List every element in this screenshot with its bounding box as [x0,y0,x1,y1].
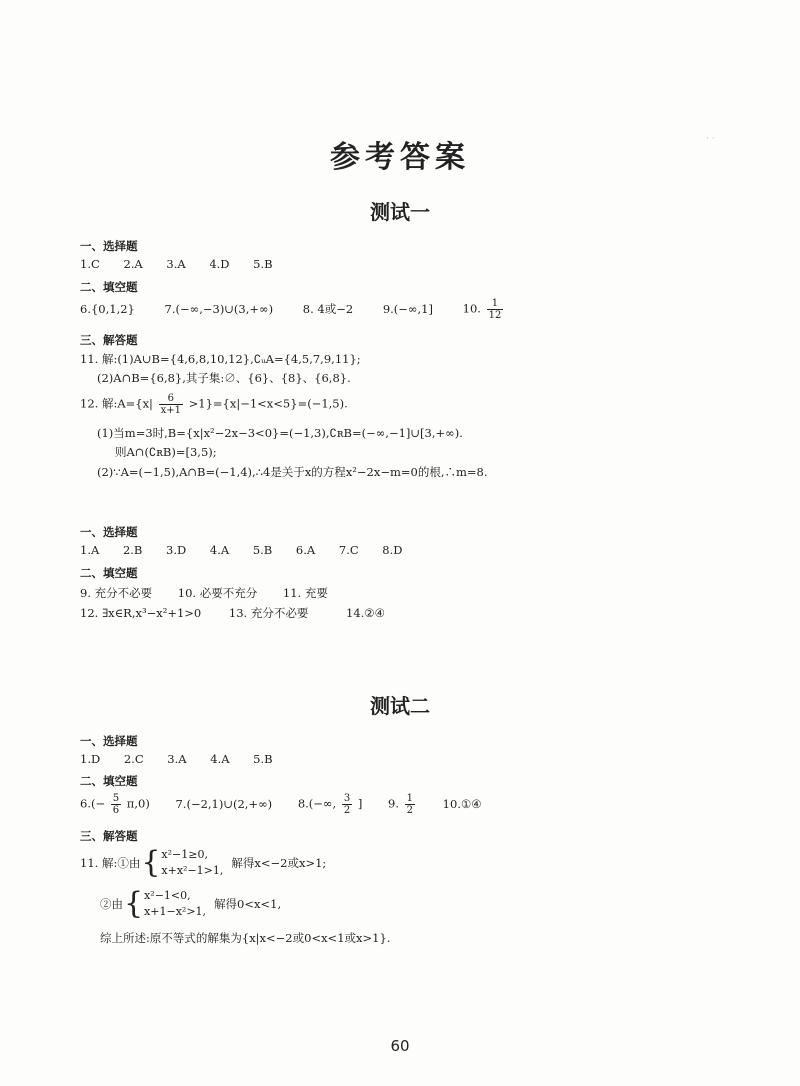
answer-item: 5.B [253,752,273,766]
answer-item: 13. 充分不必要 [228,606,309,620]
answer-text: 9. [388,796,399,811]
system-line: x+1−x²>1, [144,905,207,918]
q11-line2: (2)A∩B={6,8},其子集:∅、{6}、{8}、{6,8}. [97,371,351,385]
answer-item: 9. 充分不必要 [80,586,153,600]
page-number: 60 [390,1037,410,1055]
test2-q11-case1 [80,847,326,879]
answer-item [80,793,150,816]
answer-item [463,298,506,321]
answer-text: ] [357,796,363,811]
fraction-numerator: 6 [159,393,183,405]
answer-item: 6.A [295,543,316,557]
test2-choice-answers [80,752,293,766]
answer-item: 3.A [166,257,186,271]
answer-number: 10. [462,301,481,316]
q11-line1: 11. 解:(1)A∪B={4,6,8,10,12},∁ᵤA={4,5,7,9,11}; [80,352,361,366]
answer-item: 5.B [253,257,273,271]
answer-item: 7.C [338,543,359,557]
scan-speck: · · [706,134,715,144]
answer-item: 4.A [209,543,230,557]
answer-item: 11. 充要 [282,586,328,600]
test2-q11-case2 [100,888,281,920]
answer-item: 2.A [123,257,143,271]
page-title: 参考答案 [330,140,470,175]
fraction-numerator: 1 [487,298,504,310]
fraction [111,793,121,816]
answer-item: 1.C [80,257,100,271]
answer-item [388,793,417,816]
test2-title: 测试二 [370,694,430,718]
fraction-numerator: 1 [406,793,414,804]
fraction-denominator: 2 [406,805,414,816]
q11-result1: 解得x<−2或x>1; [231,856,327,870]
answer-item: 2.C [123,752,144,766]
fraction-denominator: x+1 [160,405,181,416]
answer-item: 4.D [209,257,230,271]
answer-item: 3.A [167,752,187,766]
test1-title: 测试一 [370,200,430,224]
system-line: x²−1<0, [144,889,191,902]
fraction [342,793,352,816]
q11-result2: 解得0<x<1, [214,897,282,911]
answer-item: 6.{0,1,2} [80,301,135,316]
test1-choice-header: 一、选择题 [80,239,138,253]
system-lines [161,847,223,879]
fraction-denominator: 6 [112,805,120,816]
test1-fill-answers [80,298,525,321]
answer-item: 7.(−∞,−3)∪(3,+∞) [164,301,274,316]
test1-solve-header: 三、解答题 [80,333,138,347]
answer-text: 6.(− [80,796,106,811]
fraction-numerator: 3 [343,793,351,804]
test1b-fill-line1 [80,585,348,601]
answer-item: 9.(−∞,1] [382,301,433,316]
q11-pre: 11. 解:①由 [80,856,141,870]
answer-item: 5.B [252,543,273,557]
q12-line4: (2)∵A=(−1,5),A∩B=(−1,4),∴4是关于x的方程x²−2x−m=0的根,∴m=8. [97,465,488,479]
test2-fill-header: 二、填空题 [80,774,138,788]
test1-fill-header: 二、填空题 [80,280,138,294]
test1b-choice-answers [80,543,423,557]
answer-item: 7.(−2,1)∪(2,+∞) [175,796,273,811]
answer-item: 2.B [122,543,143,557]
answer-item: 4.A [210,752,230,766]
fraction [405,793,415,816]
q12-line1 [80,393,348,416]
fraction [159,393,183,416]
q12-pre: 12. 解:A={x| [80,396,153,411]
test2-fill-answers [80,793,502,816]
q11-pre2: ②由 [100,897,123,911]
system-line: x²−1≥0, [161,848,208,861]
q11-conclusion: 综上所述:原不等式的解集为{x|x<−2或0<x<1或x>1}. [100,931,391,945]
answer-item: 3.D [166,543,187,557]
answer-item: 8. 4或−2 [302,301,354,316]
answer-item: 10.①④ [442,796,482,811]
answer-item: 12. ∃x∈R,x³−x²+1>0 [80,606,202,620]
left-brace-icon: { [141,845,161,880]
fraction [487,298,504,321]
q12-line2: (1)当m=3时,B={x|x²−2x−3<0}=(−1,3),∁ʀB=(−∞,−1]∪[3,+∞). [97,426,463,440]
equation-system [80,847,326,879]
test2-choice-header: 一、选择题 [80,734,138,748]
test1-choice-answers [80,257,293,271]
answer-item: 14.②④ [346,606,385,620]
equation-system [100,888,281,920]
answer-item: 8.D [382,543,403,557]
fraction-denominator: 2 [343,805,351,816]
q12-line3: 则A∩(∁ʀB)=[3,5); [115,445,217,459]
fraction-numerator: 5 [112,793,120,804]
test1b-fill-line2 [80,605,405,621]
answer-text: π,0) [126,796,150,811]
test2-solve-header: 三、解答题 [80,829,138,843]
answer-item: 1.D [80,752,101,766]
system-line: x+x²−1>1, [161,864,224,877]
left-brace-icon: { [124,886,144,921]
q12-post: >1}={x|−1<x<5}=(−1,5). [188,396,348,411]
answer-item: 10. 必要不充分 [177,586,258,600]
test1b-choice-header: 一、选择题 [80,525,138,539]
system-lines [144,888,206,920]
answer-text: 8.(−∞, [297,796,337,811]
fraction-denominator: 12 [488,310,502,321]
answer-item: 1.A [80,543,100,557]
test1b-fill-header: 二、填空题 [80,566,138,580]
answer-item [298,793,363,816]
